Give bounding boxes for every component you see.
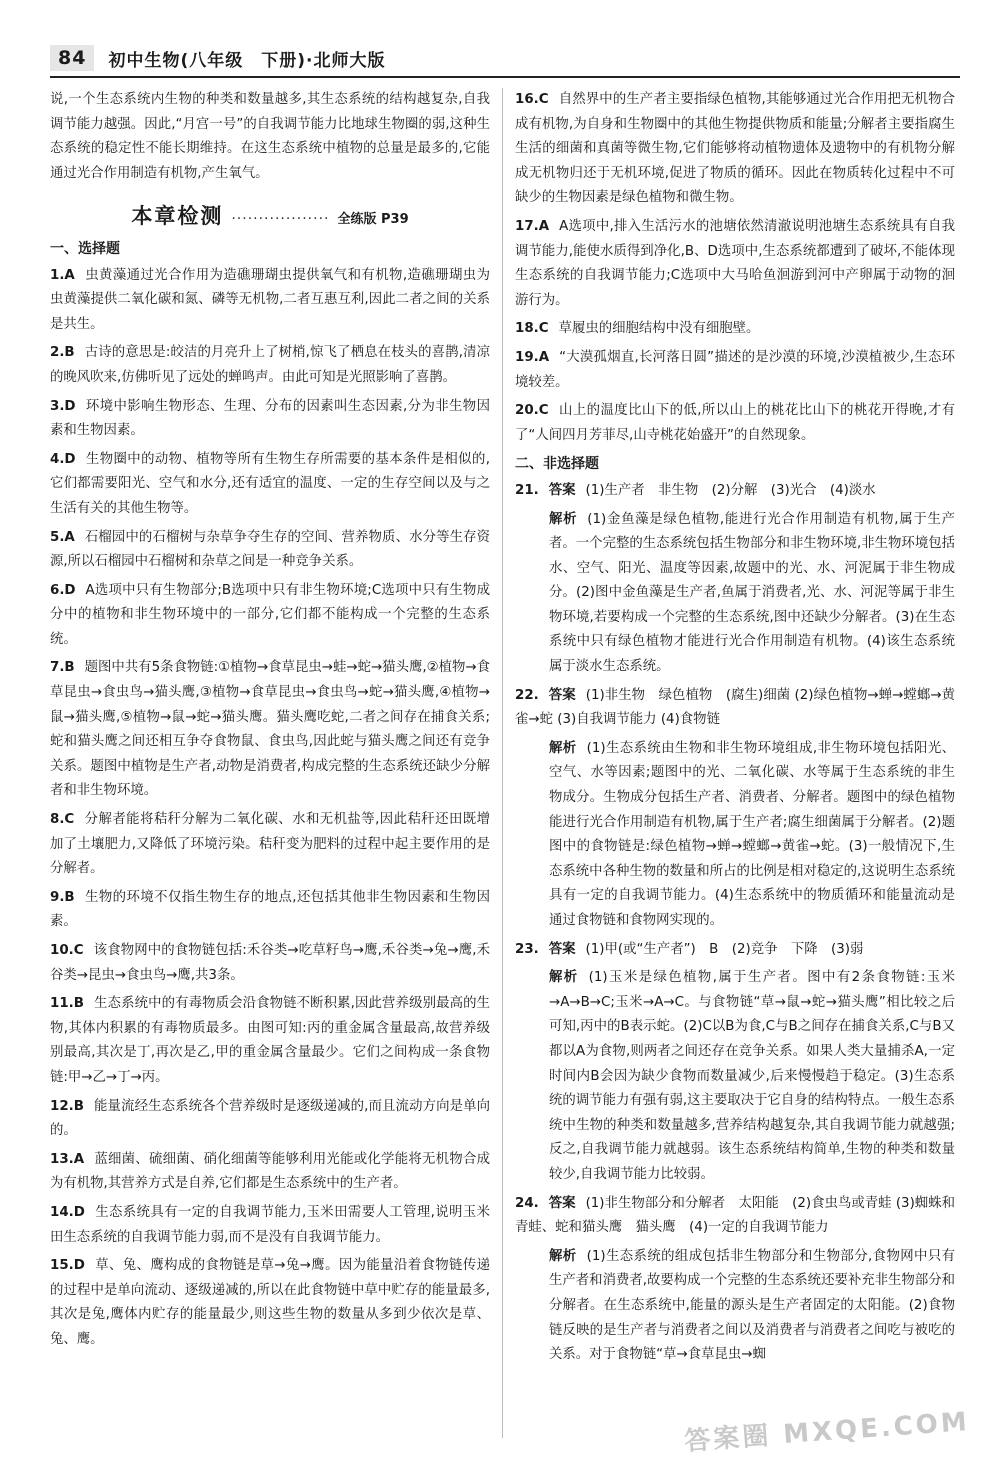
item-number: 4.D <box>50 451 76 467</box>
item-explanation: 蓝细菌、硫细菌、硝化细菌等能够利用光能或化学能将无机物合成为有机物,其营养方式是自养,它们都是生态系统中的生产者。 <box>50 1151 490 1192</box>
item-explanation: 生物圈中的动物、植物等所有生物生存所需要的基本条件是相似的,它们都需要阳光、空气和水分,还有适宜的温度、一定的生存空间以及与之生活有关的其他生物等。 <box>50 451 490 516</box>
analysis-label: 解析 <box>549 1248 577 1264</box>
page-number: 84 <box>50 45 94 71</box>
answer-item <box>50 656 490 804</box>
item-explanation: 草履虫的细胞结构中没有细胞壁。 <box>558 321 760 337</box>
answer-item <box>50 448 490 522</box>
item-explanation: 生态系统具有一定的自我调节能力,玉米田需要人工管理,说明玉米田生态系统的自我调节能力弱,而不是没有自我调节能力。 <box>50 1204 490 1245</box>
answer-text: (1)非生物 绿色植物 (腐生)细菌 (2)绿色植物→蝉→螳螂→黄雀→蛇 (3)自我调节能力 (4)食物链 <box>515 687 955 728</box>
item-number: 20.C <box>515 403 549 419</box>
section-reference: 全练版 P39 <box>337 212 409 228</box>
item-explanation: 该食物网中的食物链包括:禾谷类→吃草籽鸟→鹰,禾谷类→兔→鹰,禾谷类→昆虫→食虫鸟→鹰,共3条。 <box>50 943 490 983</box>
answer-item <box>50 1254 490 1352</box>
item-number: 12.B <box>50 1098 84 1114</box>
answer-item <box>515 346 955 395</box>
answer-item <box>515 88 955 211</box>
item-number: 23. <box>515 941 539 957</box>
item-explanation: 生物的环境不仅指生物生存的地点,还包括其他非生物因素和生物因素。 <box>50 889 490 930</box>
answer-text: (1)甲(或“生产者”) B (2)竞争 下降 (3)弱 <box>585 941 864 957</box>
item-number: 7.B <box>50 660 75 676</box>
answer-item <box>50 808 490 882</box>
item-explanation: 虫黄藻通过光合作用为造礁珊瑚虫提供氧气和有机物,造礁珊瑚虫为虫黄藻提供二氧化碳和氮、磷等无机物,二者互惠互利,因此二者之间的关系是共生。 <box>50 267 490 332</box>
intro-paragraph: 说,一个生态系统内生物的种类和数量越多,其生态系统的结构越复杂,自我调节能力越强。因此,“月宫一号”的自我调节能力比地球生物圈的弱,这种生态系统的稳定性不能长期维持。在这生态系统中植物的总量是最多的,它能通过光合作用制造有机物,产生氧气。 <box>50 92 490 181</box>
answer-item <box>515 399 955 448</box>
item-number: 22. <box>515 687 539 703</box>
item-number: 15.D <box>50 1258 85 1274</box>
answer-block <box>515 684 955 733</box>
chapter-test-header <box>50 204 490 233</box>
answer-item <box>50 264 490 338</box>
answer-text: (1)生产者 非生物 (2)分解 (3)光合 (4)淡水 <box>585 482 876 498</box>
analysis-text: (1)金鱼藻是绿色植物,能进行光合作用制造有机物,属于生产者。一个完整的生态系统包括生物部分和非生物环境,非生物环境包括水、空气、阳光、温度等因素,故题中的光、水、河泥属于非生物成分。(2)图中金鱼藻是生产者,鱼属于消费者,光、水、河泥等属于非生物环境,若要构成一个完整的生态系统,图中还缺少分解者。(3)在生态系统中只有绿色植物才能进行光合作用制造有机物。(4)该生态系统属于淡水生态系统。 <box>549 511 955 675</box>
answer-item <box>50 1201 490 1250</box>
analysis-label: 解析 <box>549 511 578 527</box>
analysis-text: (1)生态系统由生物和非生物环境组成,非生物环境包括阳光、空气、水等因素;题图中的光、二氧化碳、水等属于生态系统的非生物成分。生物成分包括生产者、消费者、分解者。题图中的绿色植物能进行光合作用制造有机物,属于生产者;腐生细菌属于分解者。(2)题图中的食物链是:绿色植物→蝉→螳螂→黄雀→蛇。(3)一般情况下,生态系统中各种生物的数量和所占的比例是相对稳定的,这说明生态系统具有一定的自我调节能力。(4)生态系统中的物质循环和能量流动是通过食物链和食物网实现的。 <box>549 740 955 928</box>
answer-item <box>50 526 490 575</box>
item-number: 18.C <box>515 321 549 337</box>
answer-item <box>50 341 490 390</box>
item-number: 8.C <box>50 812 75 828</box>
item-explanation: A选项中只有生物部分;B选项中只有非生物环境;C选项中只有生物成分中的植物和非生物环境中的一部分,它们都不能构成一个完整的生态系统。 <box>50 582 490 647</box>
item-explanation: 能量流经生态系统各个营养级时是逐级递减的,而且流动方向是单向的。 <box>50 1098 490 1139</box>
item-number: 19.A <box>515 349 550 365</box>
item-number: 1.A <box>50 267 75 283</box>
item-number: 2.B <box>50 345 75 361</box>
answer-item <box>515 215 955 313</box>
answer-item <box>50 939 490 988</box>
nonchoice-answer-list <box>515 479 955 1368</box>
item-number: 21. <box>515 482 539 498</box>
item-explanation: “大漠孤烟直,长河落日圆”描述的是沙漠的环境,沙漠植被少,生态环境较差。 <box>515 349 955 390</box>
item-number: 3.D <box>50 398 76 414</box>
answer-item <box>50 579 490 653</box>
section-title: 本章检测 <box>131 204 224 229</box>
part-heading-nonchoice: 二、非选择题 <box>515 456 599 473</box>
right-answer-list <box>515 88 955 448</box>
item-explanation: 草、兔、鹰构成的食物链是草→兔→鹰。因为能量沿着食物链传递的过程中是单向流动、逐级递减的,所以在此食物链中草中贮存的能量最多,其次是兔,鹰体内贮存的能量最少,则这些生物的数量从多到少依次是草、兔、鹰。 <box>50 1258 490 1347</box>
right-column <box>515 88 955 1438</box>
answer-label: 答案 <box>548 1195 576 1211</box>
analysis-label: 解析 <box>549 740 577 756</box>
answer-item <box>50 1148 490 1197</box>
part-heading-choice: 一、选择题 <box>50 240 120 257</box>
page-header <box>50 40 960 78</box>
item-number: 5.A <box>50 529 75 545</box>
item-number: 10.C <box>50 943 84 958</box>
item-explanation: 环境中影响生物形态、生理、分布的因素叫生态因素,分为非生物因素和生物因素。 <box>50 398 490 439</box>
item-number: 9.B <box>50 889 75 905</box>
watermark-logo: 答案圈 MXQE.COM <box>683 1407 971 1457</box>
item-number: 16.C <box>515 92 549 107</box>
item-explanation: A选项中,排入生活污水的池塘依然清澈说明池塘生态系统具有自我调节能力,能使水质得到净化,B、D选项中,生态系统都遭到了破坏,不能体现生态系统的自我调节能力;C选项中大马哈鱼洄游到河中产卵属于动物的洄游行为。 <box>515 218 955 308</box>
analysis-label: 解析 <box>549 970 579 986</box>
answer-label: 答案 <box>548 941 576 957</box>
analysis-text: (1)玉米是绿色植物,属于生产者。图中有2条食物链:玉米→A→B→C;玉米→A→C。与食物链“草→鼠→蛇→猫头鹰”相比较之后可知,丙中的B表示蛇。(2)C以B为食,C与B之间存在捕食关系,C与B又都以A为食物,则两者之间还存在竞争关系。如果人类大量捕杀A,一定时间内B会因为缺少食物而数量减少,后来慢慢趋于稳定。(3)生态系统的调节能力有强有弱,这主要取决于它自身的结构特点。一般生态系统中生物的种类和数量越多,营养结构越复杂,其自我调节能力就越强;反之,自我调节能力就越弱。该生态系统结构简单,生物的种类和数量较少,自我调节能力比较弱。 <box>549 970 955 1182</box>
analysis-block <box>515 1245 955 1368</box>
answer-item <box>50 992 490 1090</box>
item-number: 14.D <box>50 1204 85 1220</box>
item-number: 24. <box>515 1195 539 1211</box>
answer-block <box>515 479 955 504</box>
answer-block <box>515 938 955 963</box>
left-column <box>50 88 490 1438</box>
answer-label: 答案 <box>548 482 576 498</box>
item-number: 6.D <box>50 582 76 598</box>
answer-item <box>515 317 955 342</box>
item-explanation: 自然界中的生产者主要指绿色植物,其能够通过光合作用把无机物合成有机物,为自身和生物圈中的其他生物提供物质和能量;分解者主要指腐生生活的细菌和真菌等微生物,它们能够将动植物遗体及遗物中的有机物分解成无机物归还于无机环境,促进了物质的循环。因此在物质转化过程中不可缺少的生物因素是绿色植物和微生物。 <box>515 92 955 206</box>
left-answer-list <box>50 264 490 1353</box>
analysis-block <box>515 508 955 680</box>
answer-text: (1)非生物部分和分解者 太阳能 (2)食虫鸟或青蛙 (3)蜘蛛和青蛙、蛇和猫头鹰 猫头鹰 (4)一定的自我调节能力 <box>515 1195 955 1236</box>
answer-item <box>50 886 490 935</box>
answer-label: 答案 <box>548 687 576 703</box>
item-number: 17.A <box>515 218 550 234</box>
item-number: 11.B <box>50 996 84 1012</box>
item-explanation: 题图中共有5条食物链:①植物→食草昆虫→蛙→蛇→猫头鹰,②植物→食草昆虫→食虫鸟→猫头鹰,③植物→食草昆虫→食虫鸟→蛇→猫头鹰,④植物→鼠→猫头鹰,⑤植物→鼠→蛇→猫头鹰。猫头鹰吃蛇,二者之间存在捕食关系;蛇和猫头鹰之间还相互争夺食物鼠、食虫鸟,因此蛇与猫头鹰之间还有竞争关系。题图中植物是生产者,动物是消费者,构成完整的生态系统还缺少分解者和非生物环境。 <box>50 660 490 799</box>
analysis-text: (1)生态系统的组成包括非生物部分和生物部分,食物网中只有生产者和消费者,故要构成一个完整的生态系统还要补充非生物部分和分解者。在生态系统中,能量的源头是生产者固定的太阳能。(2)食物链反映的是生产者与消费者之间以及消费者与消费者之间吃与被吃的关系。对于食物链“草→食草昆虫→蜘 <box>549 1248 955 1363</box>
item-explanation: 山上的温度比山下的低,所以山上的桃花比山下的桃花开得晚,才有了“人间四月芳菲尽,山寺桃花始盛开”的自然现象。 <box>515 403 955 443</box>
leader-dots: ·················· <box>231 211 330 228</box>
answer-block <box>515 1192 955 1241</box>
item-explanation: 古诗的意思是:皎洁的月亮升上了树梢,惊飞了栖息在枝头的喜鹊,清凉的晚风吹来,仿佛听见了远处的蝉鸣声。由此可知是光照影响了喜鹊。 <box>50 345 490 385</box>
item-explanation: 石榴园中的石榴树与杂草争夺生存的空间、营养物质、水分等生存资源,所以石榴园中石榴树和杂草之间是一种竞争关系。 <box>50 529 490 570</box>
answer-item <box>50 395 490 444</box>
analysis-block <box>515 737 955 934</box>
book-title: 初中生物(八年级 下册)·北师大版 <box>108 50 386 71</box>
column-divider <box>502 88 503 1438</box>
answer-item <box>50 1095 490 1144</box>
item-number: 13.A <box>50 1151 85 1167</box>
item-explanation: 生态系统中的有毒物质会沿食物链不断积累,因此营养级别最高的生物,其体内积累的有毒物质最多。由图可知:丙的重金属含量最高,故营养级别最高,其次是丁,再次是乙,甲的重金属含量最少。它们之间构成一条食物链:甲→乙→丁→丙。 <box>50 996 490 1085</box>
analysis-block <box>515 966 955 1187</box>
item-explanation: 分解者能将秸秆分解为二氧化碳、水和无机盐等,因此秸秆还田既增加了土壤肥力,又降低了环境污染。秸秆变为肥料的过程中起主要作用的是分解者。 <box>50 812 490 877</box>
